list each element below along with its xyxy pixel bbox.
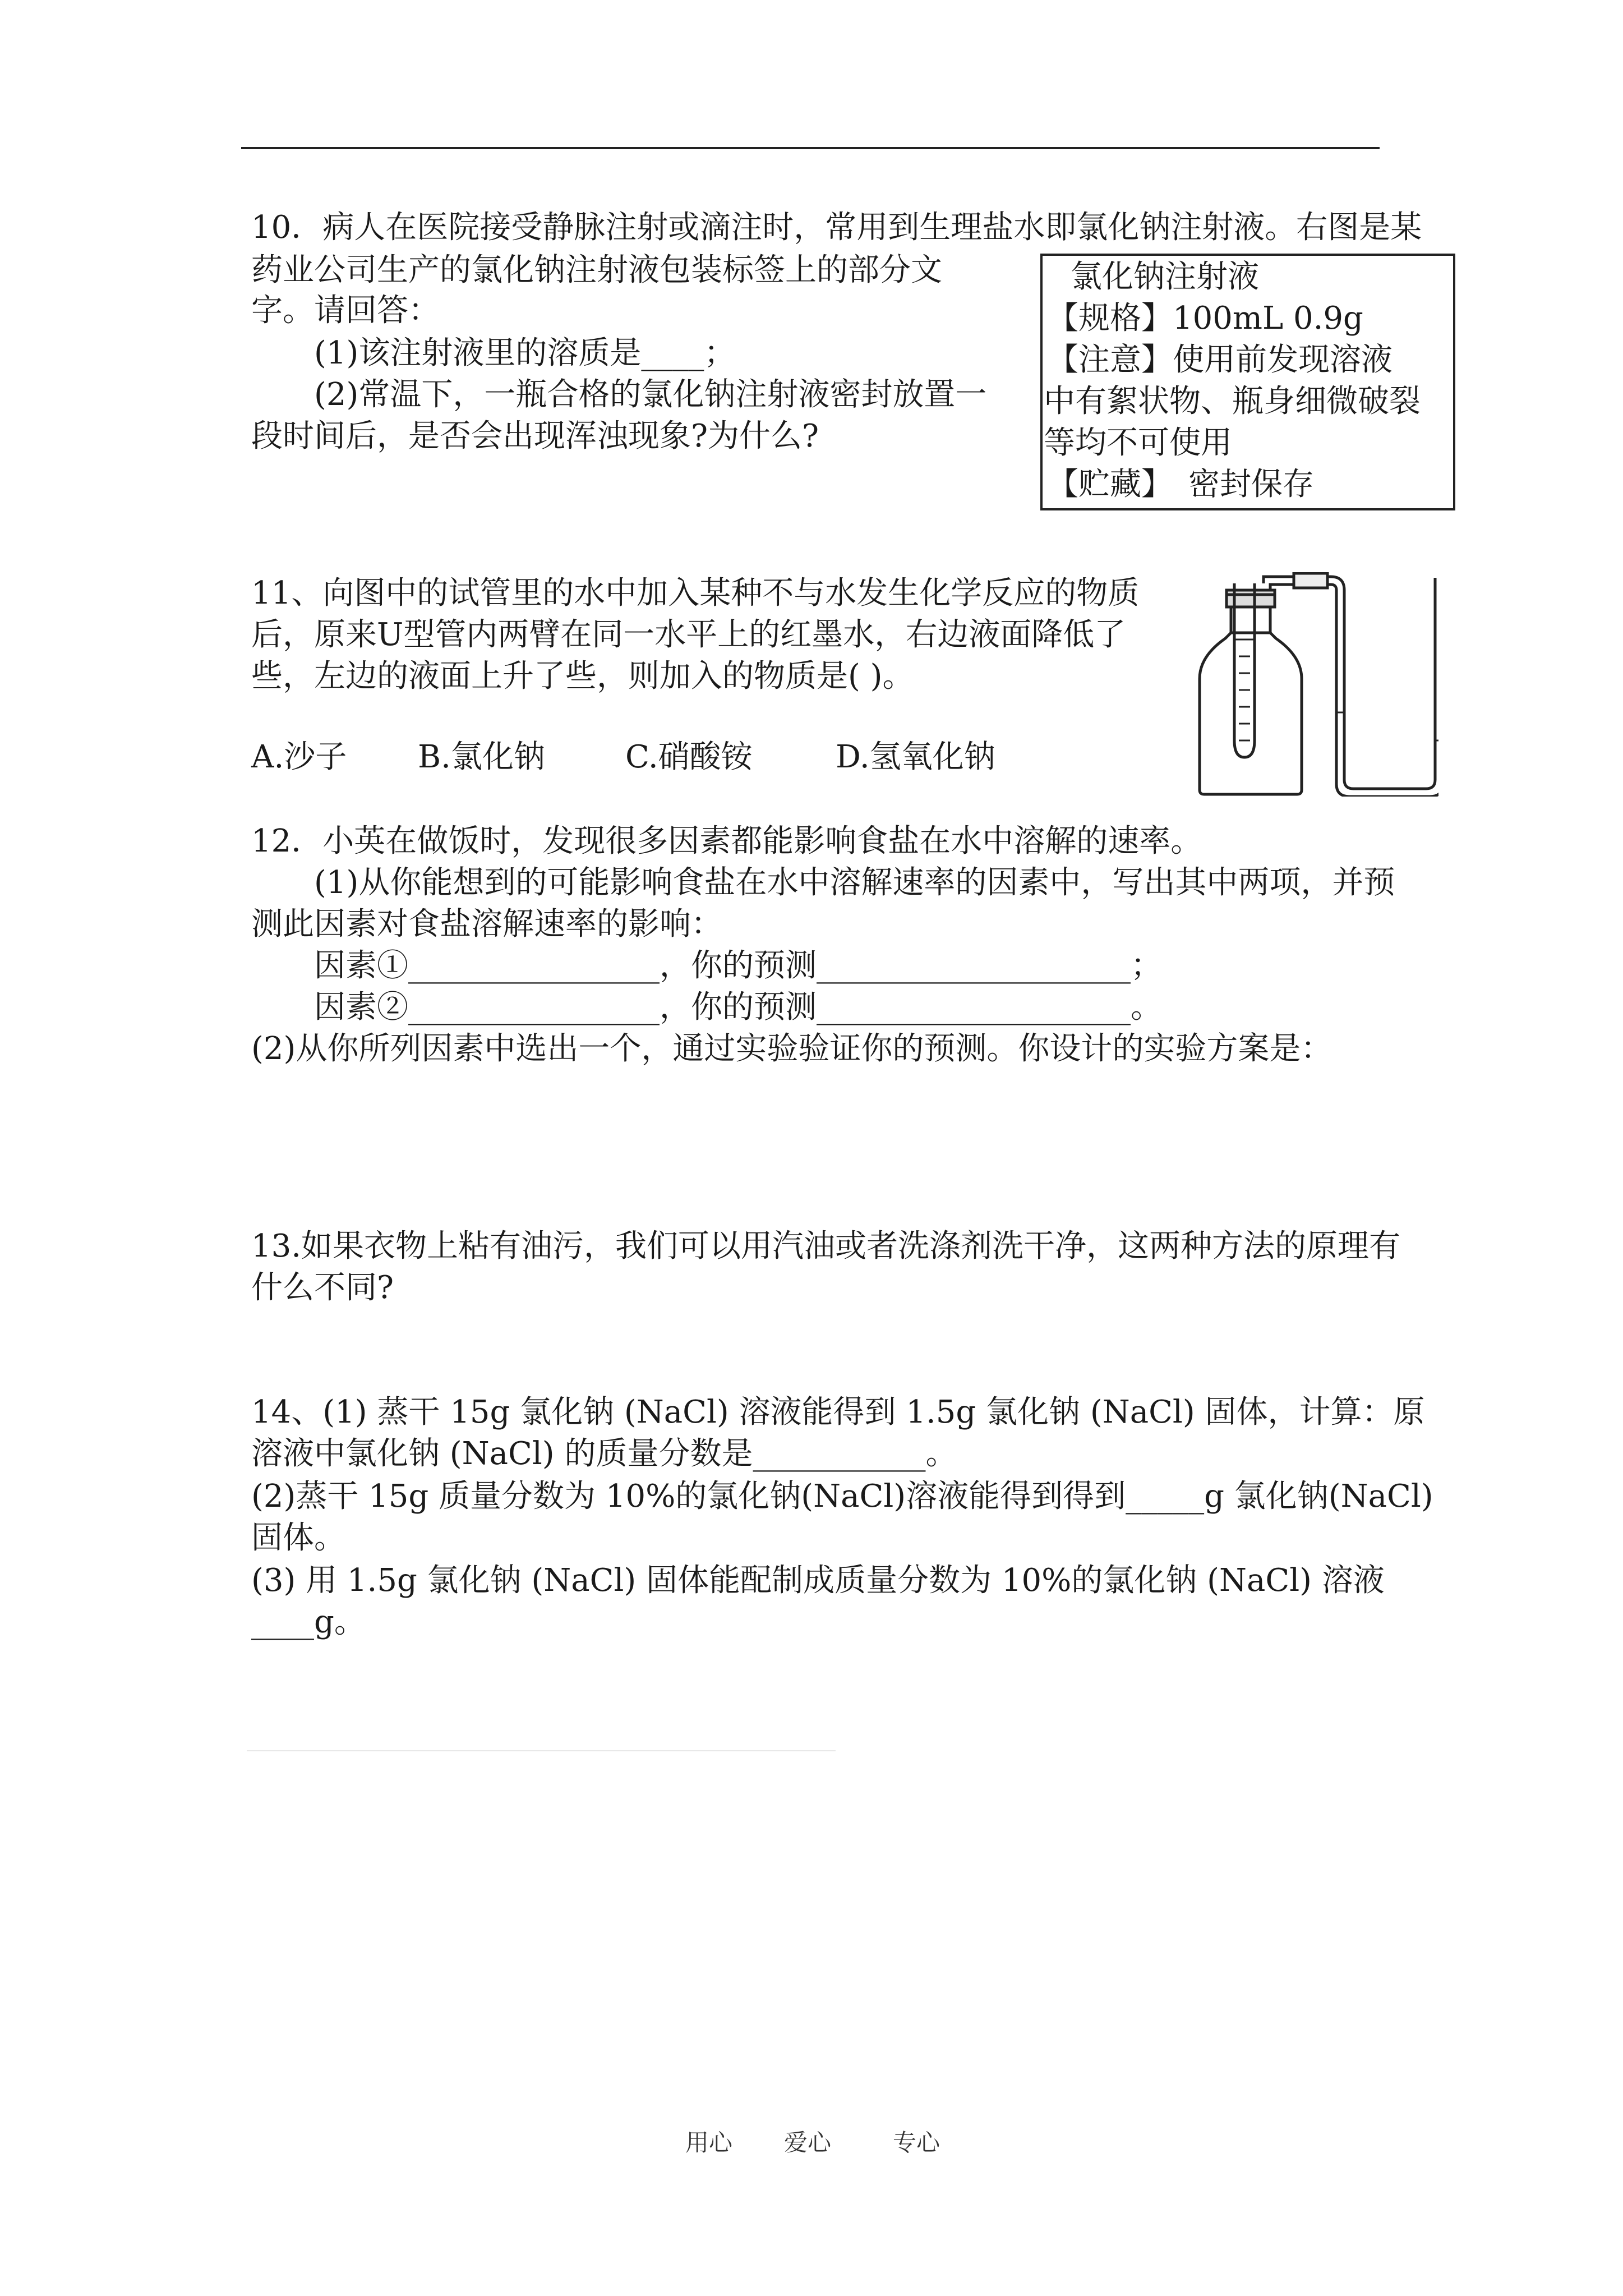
- q11-option-b: B.氯化钠: [418, 739, 545, 775]
- q11-option-d: D.氢氧化钠: [836, 739, 995, 775]
- q14-line5: (3) 用 1.5g 氯化钠 (NaCl) 固体能配制成质量分数为 10%的氯化钠 (NaCl) 溶液: [251, 1562, 1385, 1599]
- q10-line1: 10．病人在医院接受静脉注射或滴注时，常用到生理盐水即氯化钠注射液。右图是某: [251, 209, 1422, 246]
- footer-text-a: 用心: [685, 2129, 733, 2156]
- q10-sub2b: 段时间后，是否会出现浑浊现象?为什么?: [251, 418, 819, 454]
- q14-line6: ____g。: [251, 1604, 366, 1640]
- q11-option-c: C.硝酸铵: [625, 739, 753, 775]
- q12-line1: 12．小英在做饭时，发现很多因素都能影响食盐在水中溶解的速率。: [251, 823, 1202, 859]
- q10-line3: 字。请回答：: [251, 292, 440, 329]
- injection-label-box: [1040, 254, 1455, 510]
- q10-sub1: (1)该注射液里的溶质是____；: [314, 335, 736, 371]
- label-spec: 【规格】100mL 0.9g: [1047, 300, 1363, 337]
- q14-line1: 14、(1) 蒸干 15g 氯化钠 (NaCl) 溶液能得到 1.5g 氯化钠 (NaCl) 固体，计算：原: [251, 1394, 1425, 1430]
- header-rule: [241, 147, 1380, 149]
- label-note2: 中有絮状物、瓶身细微破裂: [1044, 383, 1421, 420]
- q12-factor2: 因素②________________，你的预测____________________。: [314, 989, 1162, 1025]
- q12-line4: (2)从你所列因素中选出一个，通过实验验证你的预测。你设计的实验方案是：: [251, 1030, 1332, 1067]
- flask-u-tube-diagram: [1192, 572, 1438, 797]
- q10-sub2a: (2)常温下，一瓶合格的氯化钠注射液密封放置一: [314, 376, 987, 413]
- q14-line4: 固体。: [251, 1520, 345, 1556]
- q12-line2: (1)从你能想到的可能影响食盐在水中溶解速率的因素中，写出其中两项，并预: [314, 864, 1395, 901]
- label-storage: 【贮藏】 密封保存: [1047, 466, 1314, 503]
- label-note3: 等均不可使用: [1044, 425, 1232, 461]
- q13-line2: 什么不同?: [251, 1269, 394, 1306]
- q11-line2: 后，原来U型管内两臂在同一水平上的红墨水，右边液面降低了: [251, 616, 1126, 653]
- q13-line1: 13.如果衣物上粘有油污，我们可以用汽油或者洗涤剂洗干净，这两种方法的原理有: [251, 1228, 1401, 1264]
- q12-factor1: 因素①________________，你的预测____________________；: [314, 947, 1162, 984]
- q10-line2: 药业公司生产的氯化钠注射液包装标签上的部分文: [251, 252, 942, 288]
- label-note1: 【注意】使用前发现溶液: [1047, 342, 1393, 378]
- faint-divider: [247, 1750, 836, 1751]
- q11-line3: 些，左边的液面上升了些，则加入的物质是( )。: [251, 658, 914, 694]
- footer-text-c: 专心: [893, 2129, 940, 2156]
- q11-line1: 11、向图中的试管里的水中加入某种不与水发生化学反应的物质: [251, 575, 1140, 611]
- label-title: 氯化钠注射液: [1071, 259, 1259, 295]
- q14-line2: 溶液中氯化钠 (NaCl) 的质量分数是___________。: [251, 1435, 957, 1472]
- q14-line3: (2)蒸干 15g 质量分数为 10%的氯化钠(NaCl)溶液能得到得到_____g 氯化钠(NaCl): [251, 1478, 1433, 1515]
- q11-option-a: A.沙子: [251, 739, 347, 775]
- footer-text-b: 爱心: [784, 2129, 832, 2156]
- q12-line3: 测此因素对食盐溶解速率的影响：: [251, 906, 722, 942]
